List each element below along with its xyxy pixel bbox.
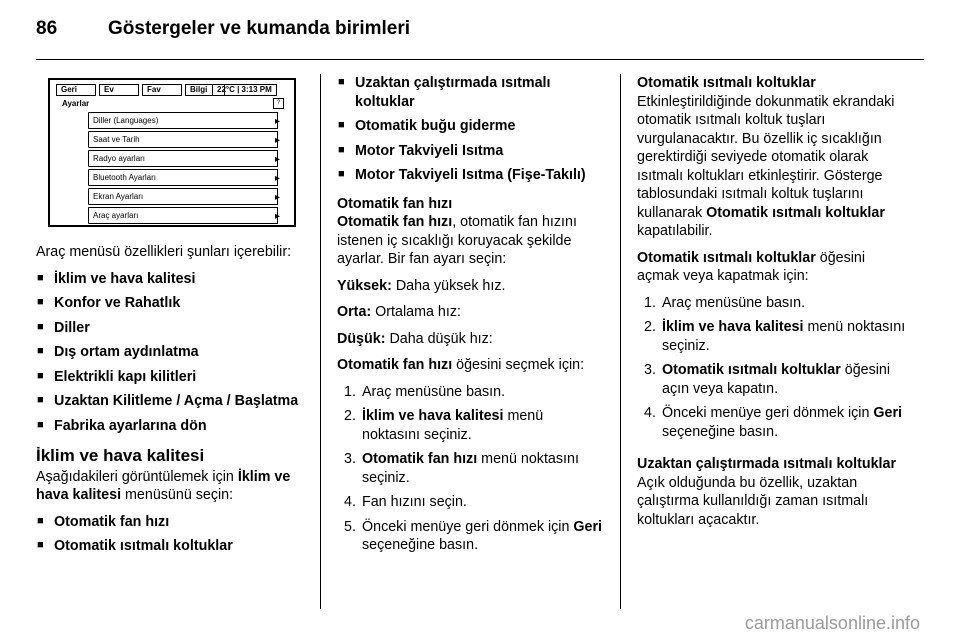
chevron-right-icon: ▸: [274, 211, 280, 222]
screen-title: Ayarlar: [62, 99, 90, 108]
paragraph: Açık olduğunda bu özellik, uzaktan çalıştırma kullanıldığı zaman ısıtmalı koltukları açacaktır.: [637, 474, 869, 528]
text-run: menü noktasını seçiniz.: [362, 451, 579, 486]
page-header: [36, 18, 410, 40]
screen-tabs: [56, 84, 225, 96]
paragraph: [337, 277, 605, 296]
text-run: Önceki menüye geri dönmek için: [662, 405, 874, 421]
list-item: ■ Elektrikli kapı kilitleri: [36, 368, 304, 387]
text-run: öğesini açmak veya kapatmak için:: [637, 249, 866, 284]
menu-item: [88, 112, 278, 129]
list-item: ■ Fabrika ayarlarına dön: [36, 417, 304, 436]
tab-bilgi: Bilgi: [185, 84, 225, 96]
text-run-bold: Otomatik ısıtmalı koltuklar: [637, 249, 816, 266]
step-item: [337, 518, 605, 555]
screen-clock: 22°C | 3:13 PM: [212, 84, 277, 96]
step-number: 4.: [344, 494, 356, 510]
step-item: [337, 493, 605, 512]
text-run: menüsünü seçin:: [121, 487, 234, 503]
text-run: Daha düşük hız:: [385, 330, 493, 347]
text-run-bold: Düşük:: [337, 330, 386, 347]
menu-item-label: Ekran Ayarları: [93, 192, 144, 201]
list-item: ■ Dış ortam aydınlatma: [36, 343, 304, 362]
text-run: Etkinleştirildiğinde dokunmatik ekrandaki otomatik ısıtmalı koltuk tuşları vurgulanacaktır. Bu özellik iç sıcaklığın gerektirdiği seviyede otomatik olarak ısıtmalı koltukları etkinleştirir. Gösterge tablosundaki ısıtmalı koltuk tuşlarını kullanarak: [637, 93, 895, 221]
settings-screen-figure: [48, 78, 296, 227]
intro-text: Araç menüsü özellikleri şunları içerebilir:: [36, 244, 292, 260]
text-run: seçeneğine basın.: [362, 537, 479, 553]
text-run-bold: Otomatik fan hızı: [362, 451, 478, 467]
step-item: [637, 318, 907, 355]
watermark-text: carmanualsonline.info: [744, 613, 920, 633]
text-run: Araç menüsüne basın.: [362, 383, 506, 400]
text-run: kapatılabilir.: [637, 223, 713, 239]
paragraph: [637, 249, 907, 286]
column-divider-1: [320, 74, 321, 609]
step-item: [637, 361, 907, 398]
header-rule: [36, 59, 924, 60]
step-number: 3.: [344, 451, 356, 467]
paragraph: [337, 330, 605, 349]
text-run-bold: Otomatik ısıtmalı koltuklar: [706, 204, 885, 221]
menu-item: [88, 131, 278, 148]
text-run: öğesini seçmek için:: [452, 357, 585, 373]
step-item: [637, 294, 907, 313]
tab-fav: Fav: [142, 84, 182, 96]
menu-item: [88, 207, 278, 224]
chevron-right-icon: ▸: [274, 192, 280, 203]
subsection-heading: Otomatik fan hızı: [337, 195, 453, 212]
text-run: Ortalama hız:: [371, 304, 461, 320]
step-item: [637, 404, 907, 441]
list-item: ■ Otomatik buğu giderme: [337, 117, 605, 136]
chevron-right-icon: ▸: [274, 173, 280, 184]
chevron-right-icon: ▸: [274, 154, 280, 165]
text-run: Fan hızını seçin.: [362, 494, 467, 510]
page-number: 86: [36, 18, 58, 39]
text-run-bold: Geri: [573, 518, 602, 535]
list-item: ■ Motor Takviyeli Isıtma: [337, 142, 605, 161]
tab-ev: Ev: [99, 84, 139, 96]
menu-item-label: Bluetooth Ayarları: [93, 173, 157, 182]
paragraph: [637, 93, 907, 241]
list-item: ■ Otomatik fan hızı: [36, 513, 304, 532]
step-number: 1.: [644, 294, 656, 311]
step-item: [337, 383, 605, 402]
step-item: [337, 450, 605, 487]
text-run: seçeneğine basın.: [662, 423, 779, 440]
text-run-bold: İklim ve hava kalitesi: [36, 468, 291, 503]
column-3: [637, 74, 907, 537]
text-run-bold: Otomatik fan hızı: [337, 357, 453, 373]
tab-geri: Geri: [56, 84, 96, 96]
list-item: ■ Uzaktan Kilitleme / Açma / Başlatma: [36, 392, 304, 411]
text-run-bold: Otomatik ısıtmalı koltuklar: [662, 362, 841, 378]
screen-menu: [88, 112, 278, 226]
step-number: 2.: [644, 319, 656, 335]
text-run: Daha yüksek hız.: [391, 277, 506, 294]
text-run-bold: Geri: [873, 405, 902, 421]
text-run-bold: İklim ve hava kalitesi: [362, 408, 504, 424]
menu-item-label: Radyo ayarları: [93, 154, 146, 163]
text-run: , otomatik fan hızını istenen iç sıcaklığı koruyacak şekilde ayarlar. Bir fan ayarı seçin:: [337, 214, 577, 267]
list-item: ■ Uzaktan çalıştırmada ısıtmalı koltuklar: [337, 74, 605, 111]
menu-item: [88, 188, 278, 205]
chevron-right-icon: ▸: [274, 135, 280, 146]
menu-item: [88, 169, 278, 186]
text-run: Araç menüsüne basın.: [662, 294, 806, 311]
paragraph: [337, 213, 605, 269]
step-number: 1.: [344, 383, 356, 400]
list-item: ■ İklim ve hava kalitesi: [36, 270, 304, 289]
text-run-bold: Orta:: [337, 304, 372, 320]
paragraph: [337, 303, 605, 322]
page-title: Göstergeler ve kumanda birimleri: [108, 18, 411, 39]
chevron-right-icon: ▸: [274, 116, 280, 127]
subsection-heading: Uzaktan çalıştırmada ısıtmalı koltuklar: [637, 456, 897, 472]
step-number: 3.: [644, 362, 656, 378]
menu-item-label: Araç ayarları: [93, 211, 139, 220]
section-text: [36, 468, 304, 505]
text-run: menü noktasını seçiniz.: [662, 319, 906, 354]
column-divider-2: [620, 74, 621, 609]
list-item: ■ Diller: [36, 319, 304, 338]
text-run-bold: Yüksek:: [337, 277, 392, 294]
paragraph: [337, 356, 605, 375]
step-number: 5.: [344, 518, 356, 535]
section-heading: İklim ve hava kalitesi: [36, 446, 205, 465]
text-run-bold: İklim ve hava kalitesi: [662, 319, 804, 335]
help-icon: ?: [273, 98, 284, 109]
column-2: [337, 74, 605, 561]
menu-item-label: Saat ve Tarih: [93, 135, 140, 144]
list-item: ■ Motor Takviyeli Isıtma (Fişe-Takılı): [337, 166, 605, 185]
text-run-bold: Otomatik fan hızı: [337, 214, 453, 230]
step-number: 2.: [344, 408, 356, 424]
text-run: öğesini açın veya kapatın.: [662, 362, 891, 397]
text-run: Önceki menüye geri dönmek için: [362, 518, 574, 535]
subsection-heading: Otomatik ısıtmalı koltuklar: [637, 75, 816, 91]
text-run: Aşağıdakileri görüntülemek için: [36, 468, 238, 485]
column-1: [36, 243, 304, 562]
step-number: 4.: [644, 405, 656, 421]
list-item: ■ Otomatik ısıtmalı koltuklar: [36, 537, 304, 556]
text-run: menü noktasını seçiniz.: [362, 408, 544, 443]
menu-item: [88, 150, 278, 167]
step-item: [337, 407, 605, 444]
menu-item-label: Diller (Languages): [93, 116, 159, 125]
list-item: ■ Konfor ve Rahatlık: [36, 294, 304, 313]
